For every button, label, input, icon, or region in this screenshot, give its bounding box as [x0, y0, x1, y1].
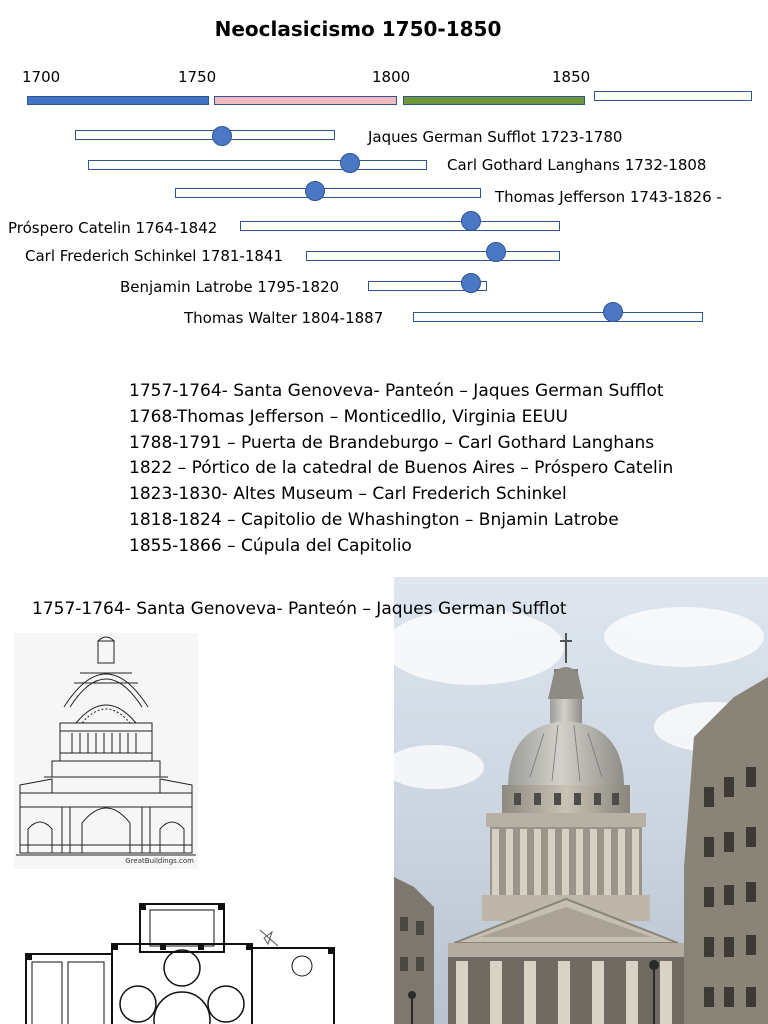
- work-marker-walter: [603, 302, 623, 322]
- lifespan-bar-walter: [413, 312, 703, 322]
- works-item: 1823-1830- Altes Museum – Carl Frederich Schinkel: [129, 484, 567, 505]
- architect-label-catelin: Próspero Catelin 1764-1842: [8, 219, 218, 237]
- lifespan-bar-langhans: [88, 160, 427, 170]
- drawing-watermark: GreatBuildings.com: [125, 857, 194, 865]
- works-item: 1788-1791 – Puerta de Brandeburgo – Carl Gothard Langhans: [129, 432, 655, 453]
- architect-label-langhans: Carl Gothard Langhans 1732-1808: [447, 156, 707, 174]
- work-marker-jefferson: [305, 181, 325, 201]
- lifespan-bar-sufflot: [75, 130, 335, 140]
- axis-tick-1800: 1800: [372, 68, 411, 86]
- works-item: 1855-1866 – Cúpula del Capitolio: [129, 535, 412, 556]
- work-marker-schinkel: [486, 242, 506, 262]
- page-title: Neoclasicismo 1750-1850: [214, 17, 502, 41]
- architect-label-jefferson: Thomas Jefferson 1743-1826 -: [495, 188, 722, 206]
- works-item: 1757-1764- Santa Genoveva- Panteón – Jaques German Sufflot: [129, 381, 664, 401]
- axis-tick-1850: 1850: [552, 68, 591, 86]
- architect-label-schinkel: Carl Frederich Schinkel 1781-1841: [25, 247, 284, 265]
- pantheon-floor-plan: [20, 896, 340, 1024]
- pantheon-section-drawing: [14, 633, 198, 869]
- works-list: [129, 379, 673, 560]
- architect-label-sufflot: Jaques German Sufflot 1723-1780: [368, 128, 623, 146]
- era-bar-1750-1800: [214, 96, 397, 105]
- pantheon-photo: [394, 577, 768, 1024]
- works-item: 1818-1824 – Capitolio de Whashington – Bnjamin Latrobe: [129, 509, 619, 530]
- works-item: 1768-Thomas Jefferson – Monticedllo, Virginia EEUU: [129, 406, 568, 427]
- work-marker-latrobe: [461, 273, 481, 293]
- work-marker-catelin: [461, 211, 481, 231]
- work-marker-langhans: [340, 153, 360, 173]
- architect-label-latrobe: Benjamin Latrobe 1795-1820: [120, 278, 340, 296]
- architect-label-walter: Thomas Walter 1804-1887: [184, 309, 384, 327]
- era-bar-1800-1850: [403, 96, 585, 105]
- lifespan-bar-catelin: [240, 221, 560, 231]
- lifespan-bar-schinkel: [306, 251, 560, 261]
- lifespan-bar-jefferson: [175, 188, 481, 198]
- era-bar-1850-1900: [594, 91, 752, 101]
- works-item: 1822 – Pórtico de la catedral de Buenos Aires – Próspero Catelin: [129, 458, 674, 479]
- pantheon-caption: 1757-1764- Santa Genoveva- Panteón – Jaques German Sufflot: [32, 599, 567, 619]
- axis-tick-1700: 1700: [22, 68, 61, 86]
- axis-tick-1750: 1750: [178, 68, 217, 86]
- work-marker-sufflot: [212, 126, 232, 146]
- era-bar-1700-1750: [27, 96, 209, 105]
